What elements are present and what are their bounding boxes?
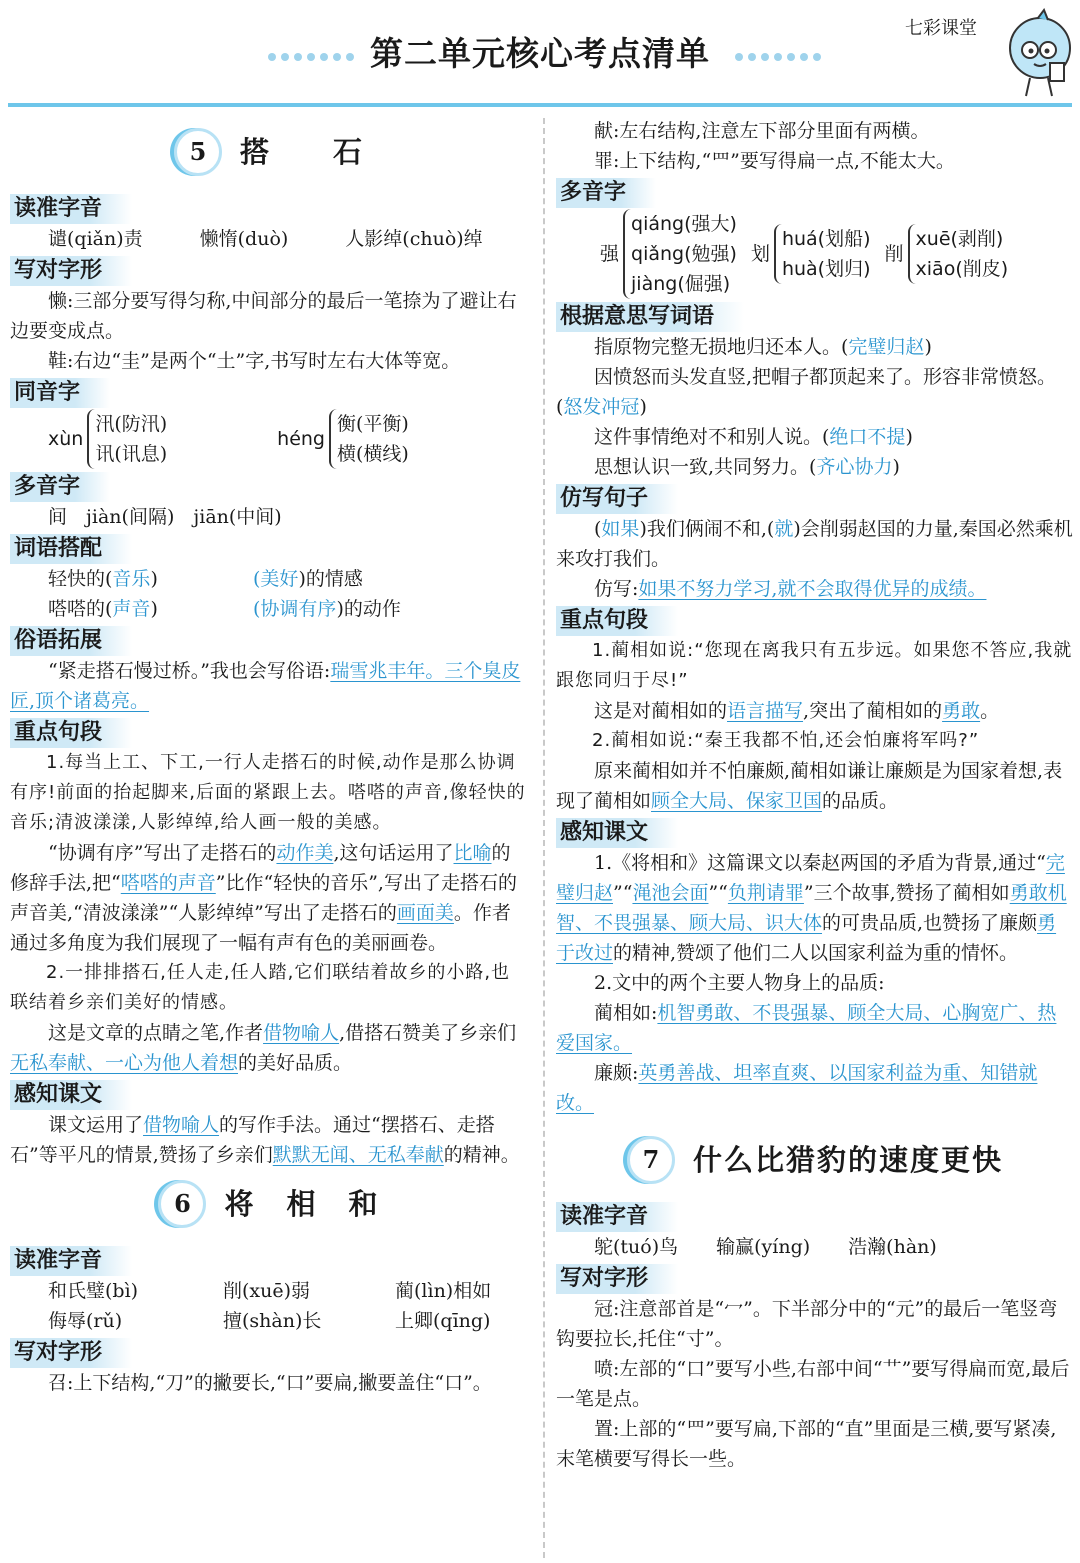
text: 。: [980, 700, 1000, 722]
answer: 就: [774, 518, 794, 540]
section-title: 重点句段: [10, 718, 132, 748]
paragraph: [556, 362, 1074, 422]
quote-paragraph: 1.蔺相如说:“您现在离我只有五步远。如果您不答应,我就跟您同归于尽!”: [556, 640, 1073, 691]
paragraph: [10, 1110, 528, 1170]
answer: 如果不努力学习,就不会取得优异的成绩。: [638, 578, 987, 600]
lesson-7-heading: [556, 1132, 1074, 1188]
section-title: 感知课文: [556, 818, 678, 848]
answer: 怒发冲冠: [563, 396, 640, 418]
answer: 瑞雪兆丰年。三个臭皮匠,顶个诸葛亮。: [10, 660, 521, 712]
homophone-item: 汛(防汛): [95, 413, 168, 435]
polyphone-key: 划: [750, 243, 770, 265]
text: 蔺相如:: [594, 1002, 658, 1024]
paragraph: 喷:左部的“口”要写小些,右部中间“艹”要写得扁而宽,最后一笔是点。: [556, 1358, 1070, 1410]
polyphone-item: huà(划归): [781, 258, 871, 280]
answer: 完璧归赵: [556, 852, 1065, 904]
text: 课文运用了: [48, 1114, 144, 1136]
brace-list: [774, 224, 871, 284]
pronunciation-item: 和氏璧(bì): [48, 1280, 139, 1302]
section-title: 读准字音: [10, 194, 132, 224]
brace-list: [87, 409, 167, 469]
pronunciation-line: 谴(qiǎn)责 懒惰(duò) 人影绰(chuò)绰: [48, 228, 483, 250]
paragraph: 冠:注意部首是“冖”。下半部分中的“元”的最后一笔竖弯钩要拉长,托住“寸”。: [556, 1298, 1058, 1350]
answer: 嗒嗒的声音: [120, 872, 216, 894]
homophone-item: 衡(平衡): [337, 413, 409, 435]
brace-list: [329, 409, 409, 469]
paragraph: [10, 656, 528, 716]
text: 这是文章的点睛之笔,作者: [48, 1022, 264, 1044]
polyphone-item: xuē(剥削): [915, 228, 1004, 250]
answer: (: [253, 598, 261, 620]
answer: 齐心协力: [816, 456, 893, 478]
paragraph: [556, 452, 1074, 482]
text: 廉颇:: [594, 1062, 639, 1084]
polyphone-item: qiáng(强大): [631, 213, 737, 235]
polyphone-item: huá(划船): [781, 228, 871, 250]
pronunciation-item: 擅(shàn)长: [223, 1310, 322, 1332]
text: )会削弱赵国的力量,秦国必然乘机来攻打我们。: [556, 518, 1073, 570]
text: 。作者通过多角度为我们展现了一幅有声有色的美丽画卷。: [10, 902, 511, 954]
header-rule: [8, 103, 1072, 107]
paragraph: [556, 422, 1074, 452]
text: “紧走搭石慢过桥。”我也会写俗语:: [48, 660, 331, 682]
text: “协调有序”写出了走搭石的: [48, 842, 277, 864]
answer: 绝口不提: [829, 426, 906, 448]
section-title: 写对字形: [556, 1264, 678, 1294]
text: ”比作“轻快的音乐”,写出了走搭石的声音美,“清波漾漾”“人影绰绰”写出了走搭石的: [10, 872, 517, 924]
lesson-number: 7: [627, 1136, 675, 1184]
pronunciation-line: 鸵(tuó)鸟 输赢(yíng) 浩瀚(hàn): [594, 1236, 937, 1258]
polyphone-item: jiàng(倔强): [631, 273, 731, 295]
quote-paragraph: 1.每当上工、下工,一行人走搭石的时候,动作是那么协调有序!前面的抬起脚来,后面的紧跟上去。嗒嗒的声音,像轻快的音乐;清波漾漾,人影绰绰,给人画一般的美感。: [10, 752, 526, 833]
lesson-5-heading: [10, 124, 528, 180]
lesson-number: 5: [174, 128, 222, 176]
text: ): [150, 598, 158, 620]
answer: 比喻: [453, 842, 492, 864]
collocation-row: [10, 594, 528, 624]
paragraph: 献:左右结构,注意左下部分里面有两横。: [594, 120, 930, 142]
polyphone-key: 削: [884, 243, 904, 265]
column-divider: [543, 118, 545, 1558]
paragraph: 懒:三部分要写得匀称,中间部分的最后一笔捺为了避让右边要变成点。: [10, 290, 517, 342]
pronunciation-row: [10, 1276, 528, 1306]
pronunciation-row: [10, 1306, 528, 1336]
text: 的写作手法。通过“摆搭石、走搭石”等平凡的情景,赞扬了乡亲们: [10, 1114, 495, 1166]
mascot-icon: [1000, 8, 1075, 100]
text: )我们俩闹不和,(: [639, 518, 775, 540]
answer: 勇敢机智、不畏强暴、顾大局、识大体: [556, 882, 1067, 934]
brace-list: [908, 224, 1009, 284]
left-column: [10, 124, 528, 1398]
section-title: 重点句段: [556, 606, 678, 636]
answer: 机智勇敢、不畏强暴、顾全大局、心胸宽广、热爱国家。: [556, 1002, 1057, 1054]
lesson-number: 6: [158, 1180, 206, 1228]
section-title: 俗语拓展: [10, 626, 132, 656]
text: ): [892, 456, 900, 478]
text: (: [594, 518, 602, 540]
pronunciation-item: 侮辱(rǔ): [48, 1310, 123, 1332]
quote-paragraph: 2.一排排搭石,任人走,任人踏,它们联结着故乡的小路,也联结着乡亲们美好的情感。: [10, 962, 511, 1013]
homophone-item: 讯(讯息): [95, 443, 168, 465]
homophone-item: 横(横线): [337, 443, 409, 465]
homophone-key: xùn: [48, 428, 84, 450]
text: ): [924, 336, 932, 358]
section-title: 仿写句子: [556, 484, 678, 514]
answer: (: [253, 568, 261, 590]
section-title: 词语搭配: [10, 534, 132, 564]
lesson-6-heading: [10, 1176, 528, 1232]
pronunciation-item: 蔺(lìn)相如: [395, 1280, 492, 1302]
paragraph: [556, 848, 1074, 968]
text: 嗒嗒的(: [48, 598, 113, 620]
section-title: 读准字音: [556, 1202, 678, 1232]
answer: 无私奉献、一心为他人着想: [10, 1052, 239, 1074]
paragraph: [556, 998, 1074, 1058]
brand-label: 七彩课堂: [905, 18, 977, 39]
text: 1.《将相和》这篇课文以秦赵两国的矛盾为背景,通过“: [594, 852, 1046, 874]
homophone-key: héng: [277, 428, 325, 450]
polyphone-group: [556, 208, 1074, 300]
text: )的情感: [298, 568, 363, 590]
pronunciation-item: 上卿(qīng): [395, 1310, 491, 1332]
polyphone-line: 间 jiàn(间隔) jiān(中间): [48, 506, 282, 528]
section-title: 写对字形: [10, 256, 132, 286]
text: 的品质。: [822, 790, 899, 812]
answer: 勇于改过: [556, 912, 1057, 964]
page-title: 第二单元核心考点清单: [370, 34, 710, 73]
paragraph: [556, 1058, 1074, 1118]
text: 这件事情绝对不和别人说。(: [594, 426, 830, 448]
paragraph: [556, 696, 1074, 726]
quote-paragraph: 2.蔺相如说:“秦王我都不怕,还会怕廉将军吗?”: [592, 730, 980, 751]
text: 思想认识一致,共同努力。(: [594, 456, 817, 478]
answer: 顾全大局、保家卫国: [651, 790, 823, 812]
answer: 渑池会面: [632, 882, 709, 904]
text: )的动作: [336, 598, 401, 620]
text: 的美好品质。: [238, 1052, 353, 1074]
section-title: 读准字音: [10, 1246, 132, 1276]
brace-list: [623, 209, 737, 299]
collocation-row: [10, 564, 528, 594]
text: ): [905, 426, 913, 448]
lesson-title: 什么比猎豹的速度更快: [692, 1143, 1003, 1177]
text: ,突出了蔺相如的: [803, 700, 943, 722]
text: 轻快的(: [48, 568, 113, 590]
paragraph: [556, 756, 1074, 816]
text: ”三个故事,赞扬了蔺相如: [803, 882, 1010, 904]
text: 因愤怒而头发直竖,把帽子都顶起来了。形容非常愤怒。(: [556, 366, 1057, 418]
answer: 动作美: [276, 842, 334, 864]
text: 的修辞手法,把“: [10, 842, 511, 894]
text: 仿写:: [594, 578, 639, 600]
section-title: 多音字: [556, 178, 656, 208]
answer: 借物喻人: [143, 1114, 220, 1136]
answer: 音乐: [112, 568, 151, 590]
pronunciation-item: 削(xuē)弱: [223, 1280, 311, 1302]
paragraph: [10, 1018, 528, 1078]
homophone-group: [10, 408, 528, 470]
answer: 如果: [601, 518, 640, 540]
answer: 英勇善战、坦率直爽、以国家利益为重、知错就改。: [556, 1062, 1038, 1114]
answer: 借物喻人: [263, 1022, 340, 1044]
paragraph: 鞋:右边“圭”是两个“土”字,书写时左右大体等宽。: [48, 350, 461, 372]
paragraph: [556, 574, 1074, 604]
section-title: 根据意思写词语: [556, 302, 744, 332]
text: ”“: [708, 882, 728, 904]
answer: 美好: [260, 568, 299, 590]
section-title: 感知课文: [10, 1080, 132, 1110]
header-dots-right: [735, 44, 826, 54]
text: ): [639, 396, 647, 418]
paragraph: 置:上部的“罒”要写扁,下部的“直”里面是三横,要写紧凑,末笔横要写得长一些。: [556, 1418, 1057, 1470]
answer: 勇敢: [942, 700, 981, 722]
polyphone-key: 强: [600, 243, 620, 265]
section-title: 多音字: [10, 472, 110, 502]
answer: 协调有序: [260, 598, 337, 620]
answer: 语言描写: [727, 700, 804, 722]
section-title: 写对字形: [10, 1338, 132, 1368]
answer: 默默无闻、无私奉献: [272, 1144, 444, 1166]
answer: 声音: [112, 598, 151, 620]
text: ): [150, 568, 158, 590]
text: 的精神,赞颂了他们二人以国家利益为重的情怀。: [613, 942, 1019, 964]
paragraph: [556, 514, 1074, 574]
text: 这是对蔺相如的: [594, 700, 728, 722]
polyphone-item: qiǎng(勉强): [631, 243, 737, 265]
text: 指原物完整无损地归还本人。(: [594, 336, 849, 358]
section-title: 同音字: [10, 378, 110, 408]
lesson-title: 搭 石: [239, 135, 364, 169]
paragraph: 2.文中的两个主要人物身上的品质:: [594, 972, 885, 994]
text: ,这句话运用了: [333, 842, 454, 864]
polyphone-item: xiāo(削皮): [915, 258, 1009, 280]
right-column: [556, 116, 1074, 1474]
paragraph: 罪:上下结构,“罒”要写得扁一点,不能太大。: [594, 150, 955, 172]
text: 原来蔺相如并不怕廉颇,蔺相如谦让廉颇是为国家着想,表现了蔺相如: [556, 760, 1063, 812]
paragraph: 召:上下结构,“刀”的撇要长,“口”要扁,撇要盖住“口”。: [48, 1372, 492, 1394]
paragraph: [10, 838, 528, 958]
text: 的可贵品质,也赞扬了廉颇: [822, 912, 1038, 934]
text: ,借搭石赞美了乡亲们: [339, 1022, 517, 1044]
answer: 完璧归赵: [848, 336, 925, 358]
text: ”“: [613, 882, 633, 904]
answer: 画面美: [396, 902, 454, 924]
answer: 负荆请罪: [727, 882, 804, 904]
paragraph: [556, 332, 1074, 362]
text: 的精神。: [443, 1144, 520, 1166]
lesson-title: 将 相 和: [224, 1187, 380, 1221]
